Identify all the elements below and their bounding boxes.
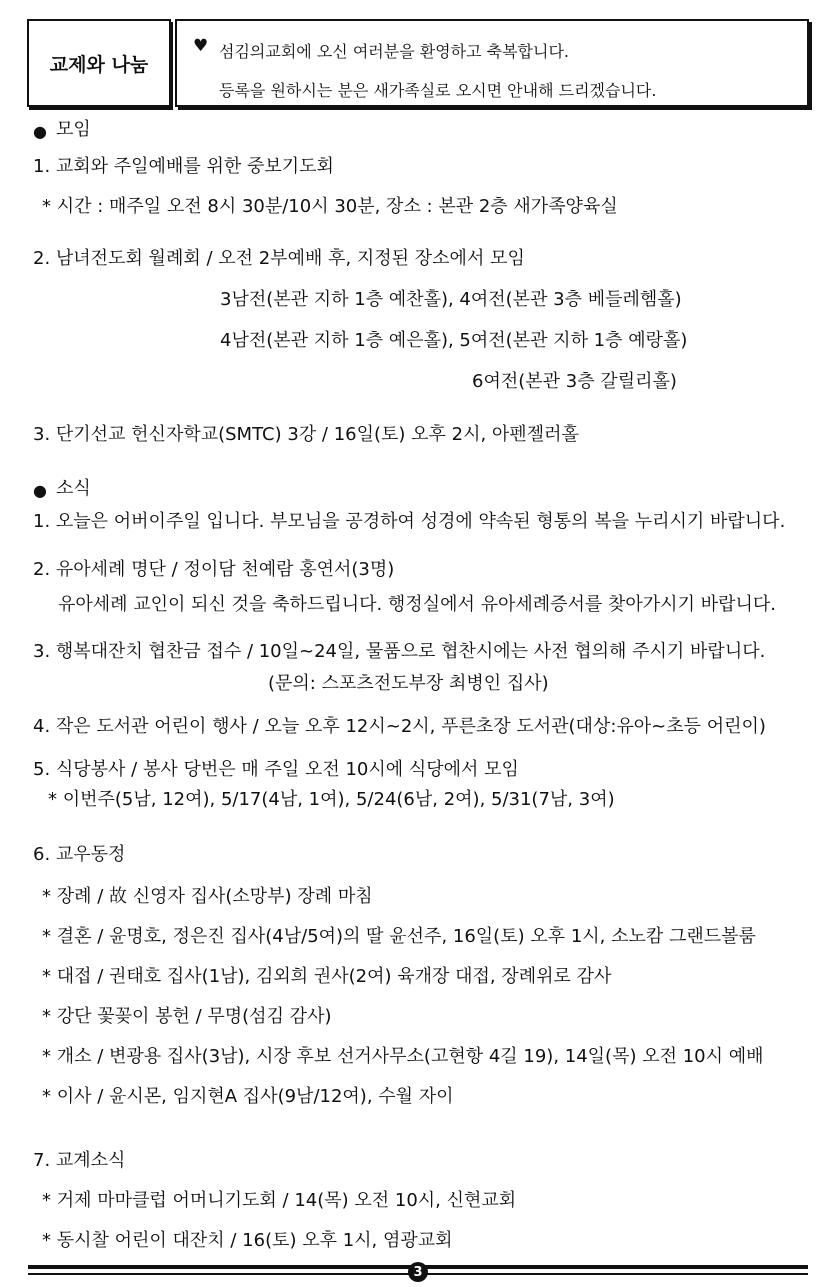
list-item: * 강단 꽃꽂이 봉헌 / 무명(섬김 감사) (42, 1006, 332, 1027)
news-item-5-title: 5. 식당봉사 / 봉사 당번은 매 주일 오전 10시에 식당에서 모임 (33, 759, 519, 780)
welcome-line-2: 등록을 원하시는 분은 새가족실로 오시면 안내해 드리겠습니다. (219, 81, 657, 100)
news-item-3-detail: (문의: 스포츠전도부장 최병인 집사) (268, 673, 549, 694)
section-title: 교제와 나눔 (49, 53, 149, 76)
news-item-7-title: 7. 교계소식 (33, 1150, 126, 1171)
meeting-item-2-line-3: 6여전(본관 3층 갈릴리홀) (472, 371, 677, 392)
list-item: * 거제 마마클럽 어머니기도회 / 14(목) 오전 10시, 신현교회 (42, 1190, 517, 1211)
welcome-box (175, 19, 809, 107)
list-item: * 개소 / 변광용 집사(3남), 시장 후보 선거사무소(고현항 4길 19), 14일(목) 오전 10시 예배 (42, 1046, 764, 1067)
meeting-item-2-line-1: 3남전(본관 지하 1층 예찬홀), 4여전(본관 3층 베들레헴홀) (220, 289, 682, 310)
meeting-item-1-detail: * 시간 : 매주일 오전 8시 30분/10시 30분, 장소 : 본관 2층 새가족양육실 (42, 196, 618, 217)
news-item-5-detail: * 이번주(5남, 12여), 5/17(4남, 1여), 5/24(6남, 2여), 5/31(7남, 3여) (48, 789, 615, 810)
news-item-4: 4. 작은 도서관 어린이 행사 / 오늘 오후 12시~2시, 푸른초장 도서관(대상:유아~초등 어린이) (33, 716, 766, 737)
page-number: 3 (413, 1264, 423, 1280)
heart-icon: ♥ (193, 36, 209, 56)
news-item-6-title: 6. 교우동정 (33, 844, 126, 865)
page-number-badge (408, 1262, 428, 1282)
meetings-heading: 모임 (56, 119, 91, 140)
welcome-line-1: 섬김의교회에 오신 여러분을 환영하고 축복합니다. (219, 42, 570, 61)
list-item: * 이사 / 윤시몬, 임지현A 집사(9남/12여), 수월 자이 (42, 1086, 454, 1107)
section-title-box (27, 19, 171, 107)
news-heading: 소식 (56, 478, 91, 499)
list-item: * 결혼 / 윤명호, 정은진 집사(4남/5여)의 딸 윤선주, 16일(토) 오후 1시, 소노캄 그랜드볼룸 (42, 926, 756, 947)
meeting-item-2-line-2: 4남전(본관 지하 1층 예은홀), 5여전(본관 지하 1층 예랑홀) (220, 330, 688, 351)
news-item-1: 1. 오늘은 어버이주일 입니다. 부모님을 공경하여 성경에 약속된 형통의 복을 누리시기 바랍니다. (33, 511, 786, 532)
news-item-2-title: 2. 유아세례 명단 / 정이담 천예람 홍연서(3명) (33, 559, 395, 580)
bullet-icon: ● (33, 122, 47, 141)
meeting-item-2-title: 2. 남녀전도회 월례회 / 오전 2부예배 후, 지정된 장소에서 모임 (33, 248, 525, 269)
list-item: * 동시찰 어린이 대잔치 / 16(토) 오후 1시, 염광교회 (42, 1230, 453, 1251)
news-item-2-detail: 유아세례 교인이 되신 것을 축하드립니다. 행정실에서 유아세례증서를 찾아가시기 바랍니다. (58, 594, 776, 615)
list-item: * 대접 / 권태호 집사(1남), 김외희 권사(2여) 육개장 대접, 장례위로 감사 (42, 966, 612, 987)
list-item: * 장례 / 故 신영자 집사(소망부) 장례 마침 (42, 886, 373, 907)
bullet-icon: ● (33, 481, 47, 500)
news-item-3-title: 3. 행복대잔치 협찬금 접수 / 10일~24일, 물품으로 협찬시에는 사전 협의해 주시기 바랍니다. (33, 641, 766, 662)
meeting-item-1-title: 1. 교회와 주일예배를 위한 중보기도회 (33, 156, 334, 177)
meeting-item-3-title: 3. 단기선교 헌신자학교(SMTC) 3강 / 16일(토) 오후 2시, 아펜젤러홀 (33, 424, 579, 445)
